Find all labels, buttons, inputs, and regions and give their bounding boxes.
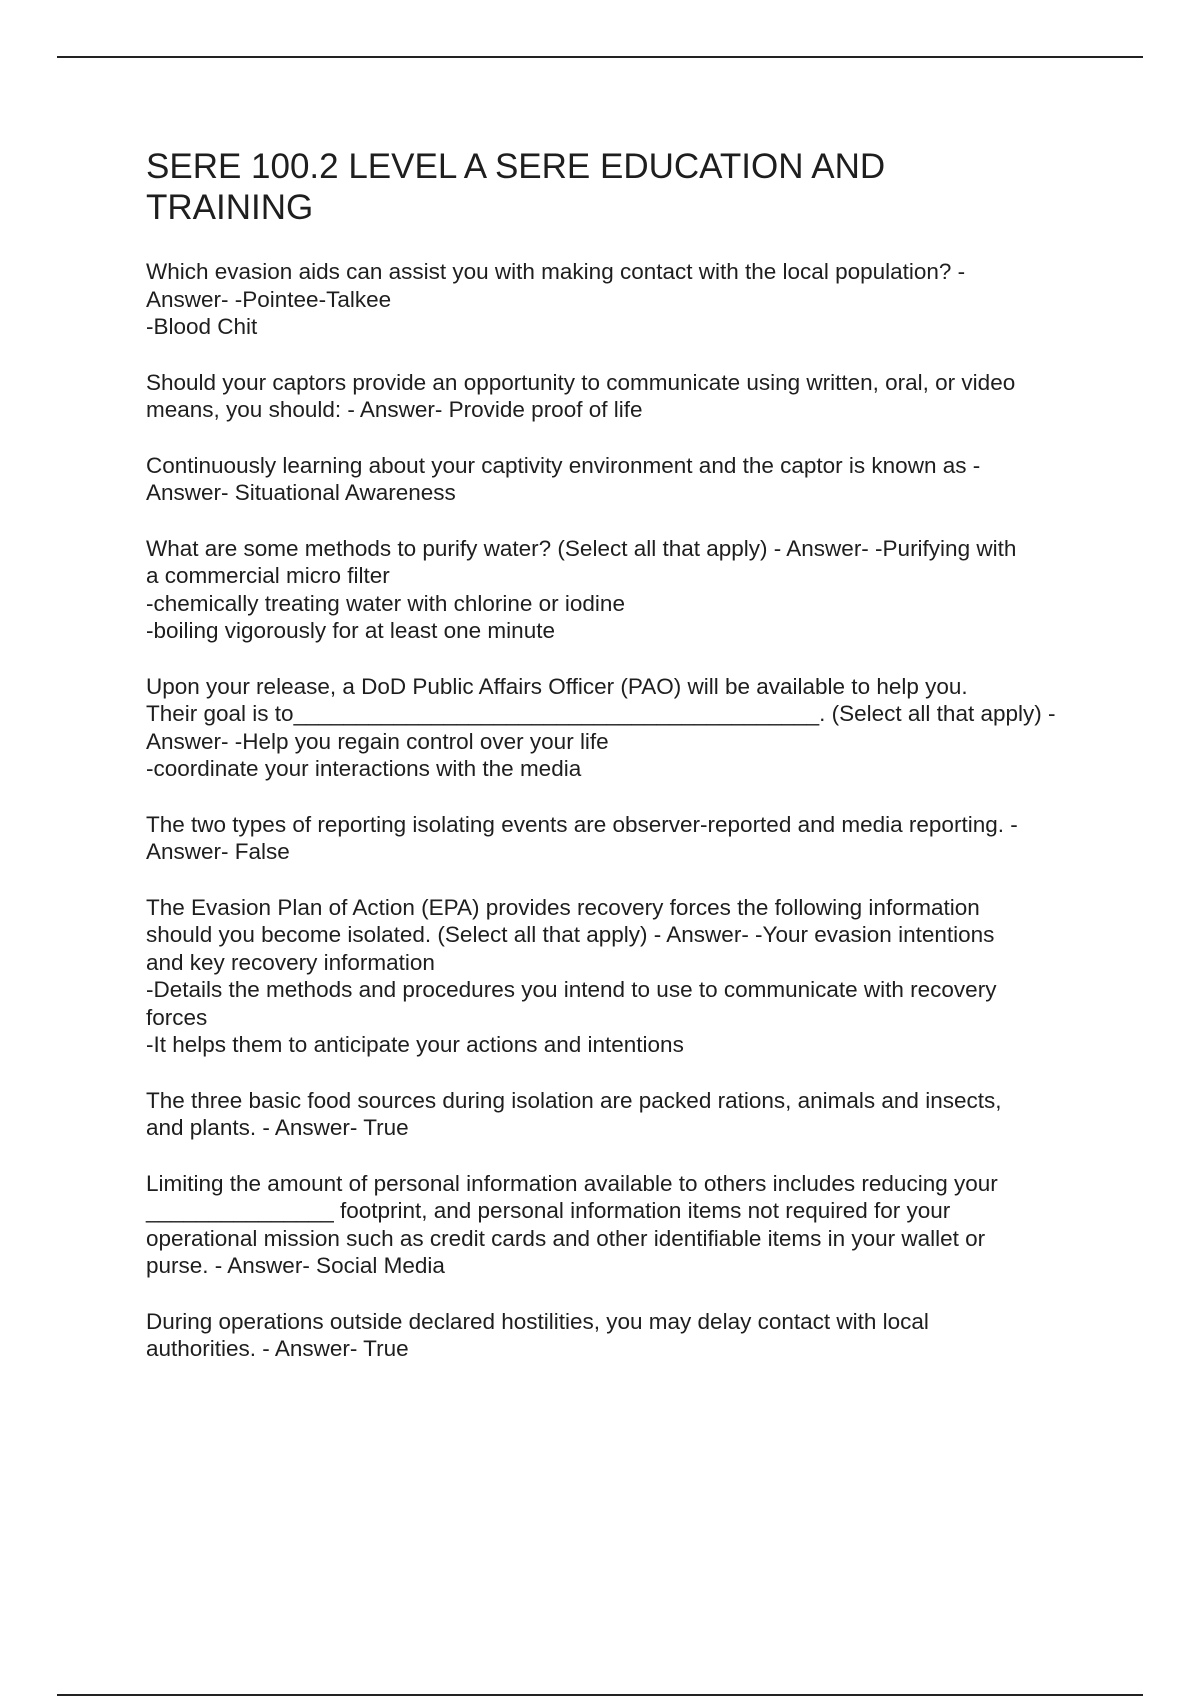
qa-line: a commercial micro filter (146, 563, 390, 588)
qa-line: Answer- -Pointee-Talkee (146, 286, 392, 312)
qa-line: -chemically treating water with chlorine or iodine (146, 590, 625, 616)
qa-item (146, 1087, 1086, 1142)
qa-line: Answer- Situational Awareness (146, 480, 456, 505)
qa-line: purse. - Answer- Social Media (146, 1253, 445, 1278)
title-line: SERE 100.2 LEVEL A SERE EDUCATION AND (146, 147, 886, 186)
qa-item (146, 673, 1086, 783)
document-body (146, 146, 1086, 1391)
qa-line: -boiling vigorously for at least one minute (146, 618, 555, 643)
qa-line: operational mission such as credit cards and other identifiable items in your wallet or (146, 1225, 986, 1251)
title-line: TRAINING (146, 188, 314, 227)
qa-list (146, 258, 1086, 1363)
qa-line: The Evasion Plan of Action (EPA) provides recovery forces the following information (146, 894, 980, 920)
qa-item (146, 258, 1086, 341)
bottom-rule (57, 1694, 1143, 1696)
qa-line: -It helps them to anticipate your actions and intentions (146, 1032, 684, 1057)
qa-item (146, 1170, 1086, 1280)
qa-line: The two types of reporting isolating events are observer-reported and media reporting. - (146, 811, 1018, 837)
qa-line: Should your captors provide an opportunity to communicate using written, oral, or video (146, 369, 1016, 395)
qa-line: Their goal is to__________________________________________. (Select all that apply) - (146, 701, 1056, 726)
qa-line: Continuously learning about your captivity environment and the captor is known as - (146, 452, 981, 478)
qa-line: authorities. - Answer- True (146, 1336, 409, 1361)
qa-line: Upon your release, a DoD Public Affairs Officer (PAO) will be available to help you. (146, 673, 968, 699)
qa-item (146, 452, 1086, 507)
qa-line: During operations outside declared hostilities, you may delay contact with local (146, 1308, 929, 1334)
qa-line: The three basic food sources during isolation are packed rations, animals and insects, (146, 1087, 1002, 1113)
qa-line: and plants. - Answer- True (146, 1115, 409, 1140)
qa-item (146, 1308, 1086, 1363)
qa-line: Limiting the amount of personal information available to others includes reducing your (146, 1170, 998, 1196)
qa-item (146, 894, 1086, 1059)
top-rule (57, 56, 1143, 58)
qa-line: Which evasion aids can assist you with making contact with the local population? - (146, 259, 966, 284)
qa-item (146, 369, 1086, 424)
qa-line: means, you should: - Answer- Provide proof of life (146, 397, 643, 422)
qa-item (146, 811, 1086, 866)
qa-line: should you become isolated. (Select all that apply) - Answer- -Your evasion intentions (146, 922, 995, 947)
qa-item (146, 535, 1086, 645)
qa-line: What are some methods to purify water? (Select all that apply) - Answer- -Purifying with (146, 535, 1017, 561)
qa-line: -Details the methods and procedures you intend to use to communicate with recovery (146, 977, 997, 1002)
document-title (146, 146, 1086, 228)
qa-line: _______________ footprint, and personal information items not required for your (146, 1198, 951, 1223)
qa-line: and key recovery information (146, 949, 435, 975)
qa-line: -coordinate your interactions with the media (146, 756, 582, 781)
qa-line: forces (146, 1004, 208, 1030)
qa-line: Answer- -Help you regain control over your life (146, 728, 609, 754)
qa-line: -Blood Chit (146, 314, 258, 339)
qa-line: Answer- False (146, 839, 290, 864)
